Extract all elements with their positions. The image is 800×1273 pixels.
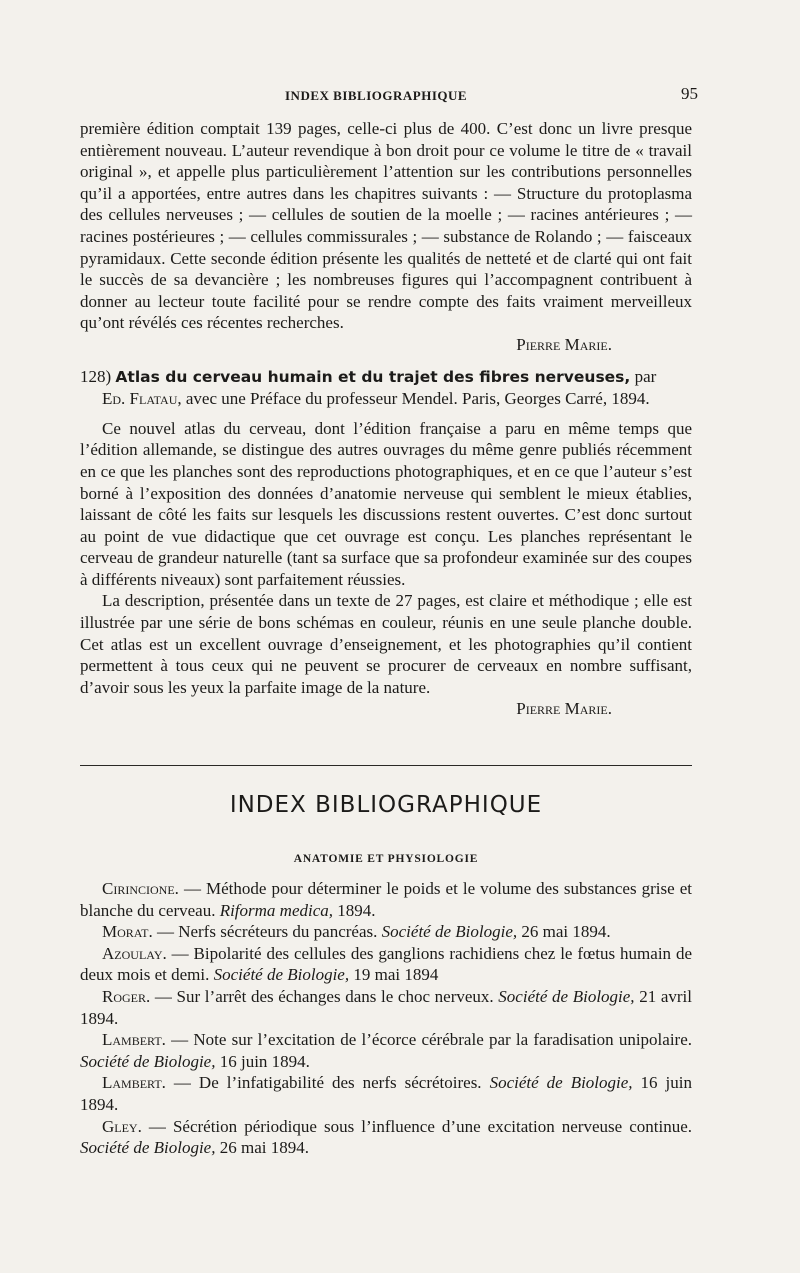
bib-author: Cirincione.: [102, 879, 179, 898]
entry-title: Atlas du cerveau humain et du trajet des fibres nerveuses,: [115, 367, 631, 386]
bib-text: — Bipolarité des cellules des ganglions rachidiens chez le fœtus humain de deux mois et demi.: [80, 943, 692, 985]
bib-date: 26 mai 1894.: [215, 1138, 309, 1158]
entry-publication-line: [80, 388, 692, 410]
section-divider: [80, 765, 692, 766]
review-paragraph-1: Ce nouvel atlas du cerveau, dont l’édition française a paru en même temps que l’édition allemande, se distingue des autres ouvrages du même genre publiés récemment en ce que les planches sont des reproductions photographiques, et en ce que l’auteur s’est borné à l’exposition des données d’anatomie nerveuse qui semblent le mieux établies, laissant de côté les faits sur lesquels les discussions restent ouvertes. C’est donc surtout au point de vue didactique que cet ouvrage est conçu. Les planches représentant le cerveau de grandeur naturelle (tant sa surface que sa profondeur examinée sur des coupes à différents niveaux) sont parfaitement réussies.: [80, 418, 692, 589]
continuation-paragraph: première édition comptait 139 pages, celle-ci plus de 400. C’est donc un livre presque entièrement nouveau. L’auteur revendique à bon droit pour ce volume le titre de « travail original », et appelle plus particulièrement l’attention sur les contributions personnelles qu’il a apportées, entre autres dans les chapitres suivants : — Structure du protoplasma des cellules nerveuses ; — cellules de soutien de la moelle ; — racines antérieures ; — racines postérieures ; — cellules commissurales ; — substance de Rolando ; — faisceaux pyramidaux. Cette seconde édition présente les qualités de netteté et de clarté qui ont fait le succès de sa devancière ; les nombreuses figures qui l’accompagnent contribuent à donner au lecteur toute facilité pour se rendre compte des faits vraiment merveilleux qu’ont révélés ces récentes recherches.: [80, 119, 692, 333]
bib-journal: Société de Biologie,: [213, 965, 350, 985]
review-signature-1: [80, 334, 692, 356]
bib-journal: Riforma medica,: [219, 900, 334, 920]
bib-text: — Nerfs sécréteurs du pancréas.: [152, 922, 382, 942]
bib-text: — Sécrétion périodique sous l’influence d’une excitation nerveuse continue.: [141, 1116, 692, 1136]
subsection-heading: ANATOMIE ET PHYSIOLOGIE: [293, 853, 479, 865]
bib-date: 1894.: [333, 900, 376, 920]
entry-author: Ed. Flatau: [102, 389, 178, 409]
bib-text: — Sur l’arrêt des échanges dans le choc nerveux.: [150, 986, 499, 1006]
bibliography-item: [80, 878, 692, 921]
bib-date: 21 avril 1894.: [80, 986, 692, 1028]
bib-author: Lambert.: [102, 1073, 166, 1093]
entry-header: [80, 366, 692, 389]
bib-date: 26 mai 1894.: [517, 922, 611, 942]
bibliography-item: [80, 986, 692, 1029]
main-text: [80, 118, 692, 720]
entry-number: 128): [80, 366, 112, 386]
bib-text: — Note sur l’excitation de l’écorce cérébrale par la faradisation unipolaire.: [165, 1030, 692, 1050]
bibliography-item: [80, 921, 692, 943]
entry-by: par: [634, 366, 657, 386]
bib-journal: Société de Biologie,: [80, 1138, 216, 1158]
bibliography-item: [80, 1029, 692, 1072]
bibliography-item: [80, 1116, 692, 1159]
bib-date: 16 juin 1894.: [215, 1051, 310, 1071]
page-number: 95: [681, 84, 698, 103]
bibliography-item: [80, 1072, 692, 1115]
review-signature-2: [80, 698, 692, 720]
bib-date: 16 juin 1894.: [80, 1073, 692, 1114]
bibliography-list: [80, 878, 692, 1159]
bib-author: Azoulay.: [102, 943, 167, 963]
bib-author: Gley.: [102, 1116, 142, 1136]
signature-name: Pierre Marie.: [516, 699, 612, 719]
bib-text: — Méthode pour déterminer le poids et le volume des substances grise et blanche du cerveau.: [80, 879, 692, 920]
review-paragraph-2: La description, présentée dans un texte de 27 pages, est claire et méthodique ; elle est illustrée par une série de bons schémas en couleur, réunis en une seule planche double. Cet atlas est un excellent ouvrage d’enseignement, et les photographies qu’il contient permettent à tous ceux qui ne peuvent se procurer de cerveaux en nombre suffisant, d’avoir sous les yeux la parfaite image de la nature.: [80, 591, 692, 697]
entry-publication: , avec une Préface du professeur Mendel. Paris, Georges Carré, 1894.: [177, 389, 650, 409]
running-title: INDEX BIBLIOGRAPHIQUE: [285, 88, 468, 103]
bib-date: 19 mai 1894: [349, 965, 439, 985]
signature-name: Pierre Marie.: [516, 334, 612, 354]
section-heading: INDEX BIBLIOGRAPHIQUE: [229, 792, 543, 818]
bib-journal: Société de Biologie,: [489, 1073, 633, 1093]
book-review-entry: [80, 366, 692, 721]
bib-journal: Société de Biologie,: [498, 986, 635, 1006]
bibliography-item: [80, 943, 692, 986]
bib-journal: Société de Biologie,: [381, 922, 518, 942]
bib-text: — De l’infatigabilité des nerfs sécrétoires.: [165, 1073, 490, 1093]
bib-author: Roger.: [102, 986, 151, 1006]
running-head: [80, 84, 698, 110]
bib-author: Morat.: [102, 922, 153, 942]
bib-author: Lambert.: [102, 1030, 166, 1050]
bib-journal: Société de Biologie,: [80, 1051, 216, 1071]
